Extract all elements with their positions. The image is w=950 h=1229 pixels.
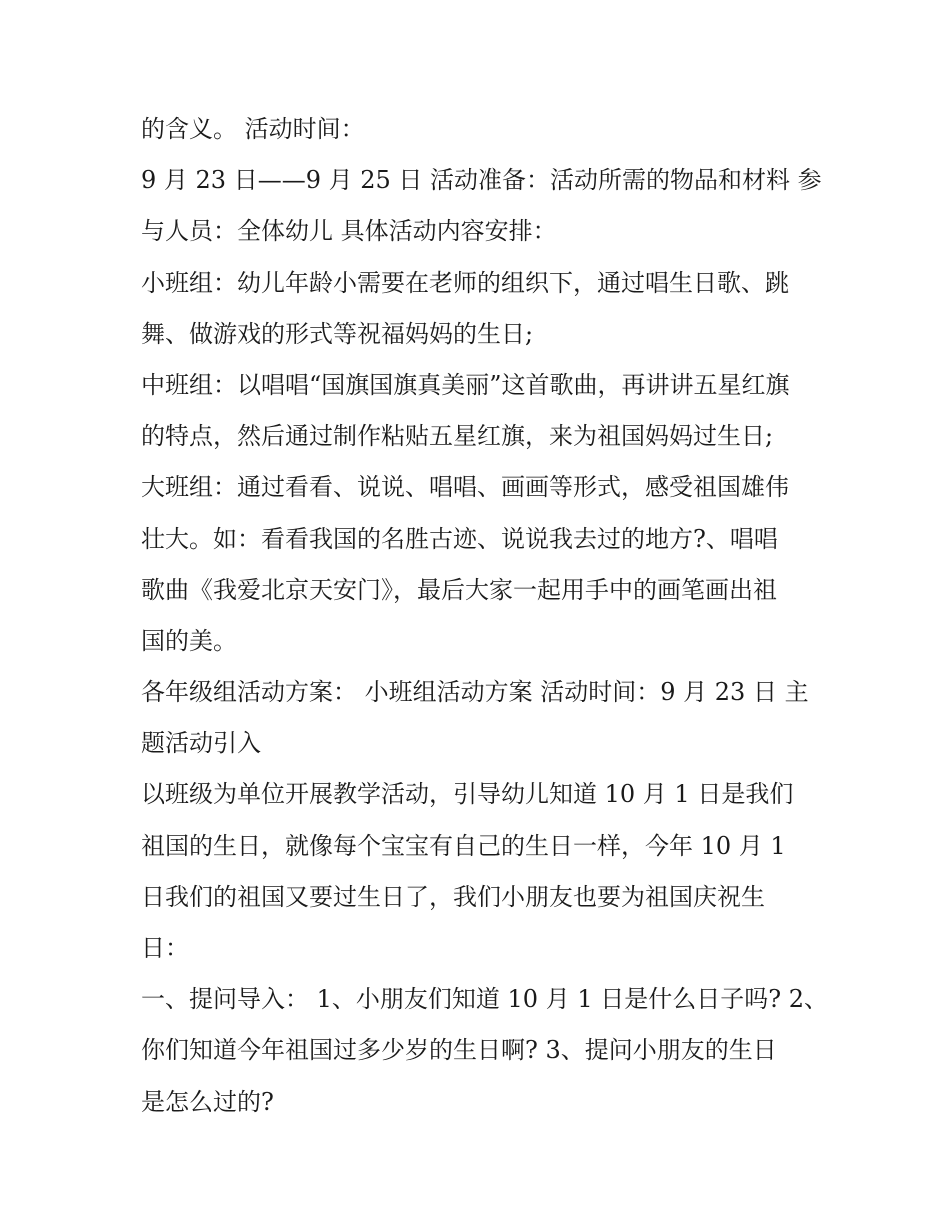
text-line: 是怎么过的?	[141, 1087, 274, 1116]
text-line: 日我们的祖国又要过生日了，我们小朋友也要为祖国庆祝生	[141, 882, 765, 911]
text-line: 你们知道今年祖国过多少岁的生日啊? 3、提问小朋友的生日	[141, 1036, 777, 1065]
text-line: 小班组：幼儿年龄小需要在老师的组织下，通过唱生日歌、跳	[141, 268, 789, 297]
body-text	[141, 104, 828, 1128]
text-line: 9 月 23 日——9 月 25 日 活动准备：活动所需的物品和材料 参	[141, 166, 822, 195]
text-line: 壮大。如：看看我国的名胜古迹、说说我去过的地方?、唱唱	[141, 524, 778, 553]
text-line: 与人员：全体幼儿 具体活动内容安排：	[141, 217, 557, 246]
text-line: 祖国的生日，就像每个宝宝有自己的生日一样，今年 10 月 1	[141, 831, 786, 860]
text-line: 的特点，然后通过制作粘贴五星红旗，来为祖国妈妈过生日;	[141, 422, 774, 451]
text-line: 的含义。 活动时间：	[141, 115, 365, 143]
text-line: 题活动引入	[141, 729, 261, 758]
text-line: 中班组：以唱唱“国旗国旗真美丽”这首歌曲，再讲讲五星红旗	[141, 370, 790, 399]
text-line: 各年级组活动方案： 小班组活动方案 活动时间：9 月 23 日 主	[141, 678, 809, 707]
text-line: 国的美。	[141, 626, 237, 655]
text-line: 大班组：通过看看、说说、唱唱、画画等形式，感受祖国雄伟	[141, 473, 789, 502]
text-line: 舞、做游戏的形式等祝福妈妈的生日;	[141, 319, 534, 348]
text-line: 一、提问导入： 1、小朋友们知道 10 月 1 日是什么日子吗? 2、	[141, 985, 828, 1014]
text-line: 歌曲《我爱北京天安门》，最后大家一起用手中的画笔画出祖	[141, 575, 777, 604]
text-line: 以班级为单位开展教学活动，引导幼儿知道 10 月 1 日是我们	[141, 780, 794, 809]
text-line: 日：	[141, 934, 189, 962]
